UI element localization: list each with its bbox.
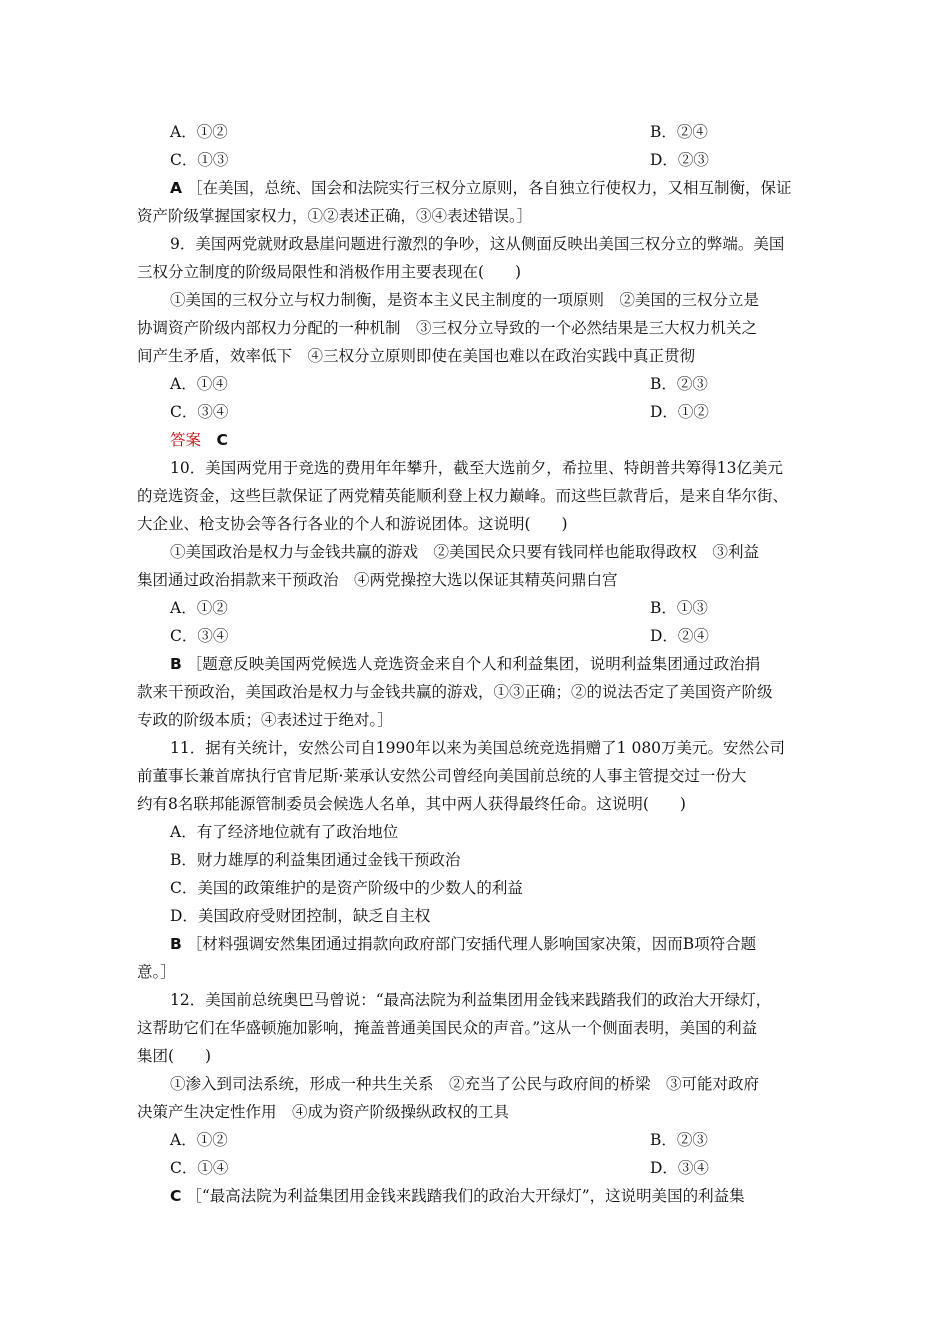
q11-option-c: C．美国的政策维护的是资产阶级中的少数人的利益 bbox=[170, 879, 523, 897]
q9-option-c: C．③④ bbox=[170, 403, 229, 421]
q9-answer-line bbox=[170, 426, 850, 454]
q12-item-line-2: 决策产生决定性作用 ④成为资产阶级操纵政权的工具 bbox=[137, 1103, 510, 1121]
q10-option-d: D．②④ bbox=[650, 627, 709, 645]
q9-answer-label: 答案 bbox=[170, 431, 202, 449]
q10-answer-text-1: ［题意反映美国两党候选人竞选资金来自个人和利益集团，说明利益集团通过政治捐 bbox=[186, 655, 761, 673]
q11-answer-key: B bbox=[170, 935, 182, 953]
q11-option-a: A．有了经济地位就有了政治地位 bbox=[170, 823, 399, 841]
q10-answer-line-2: 款来干预政治，美国政治是权力与金钱共赢的游戏，①③正确；②的说法否定了美国资产阶级 bbox=[137, 683, 773, 701]
q9-stem-line-1: 9．美国两党就财政悬崖问题进行激烈的争吵，这从侧面反映出美国三权分立的弊端。美国 bbox=[170, 235, 785, 253]
q10-option-a: A．①② bbox=[170, 599, 228, 617]
q9-option-a: A．①④ bbox=[170, 375, 228, 393]
q11-stem-line-3: 约有8名联邦能源管制委员会候选人名单，其中两人获得最终任命。这说明( ) bbox=[137, 795, 686, 813]
q12-answer-key: C bbox=[170, 1187, 182, 1205]
q10-stem-line-1: 10．美国两党用于竞选的费用年年攀升，截至大选前夕，希拉里、特朗普共筹得13亿美元 bbox=[170, 459, 783, 477]
q10-option-b: B．①③ bbox=[650, 599, 708, 617]
q10-option-c: C．③④ bbox=[170, 627, 229, 645]
q12-stem-line-2: 这帮助它们在华盛顿施加影响，掩盖普通美国民众的声音。”这从一个侧面表明，美国的利益 bbox=[137, 1019, 758, 1037]
q12-option-b: B．②③ bbox=[650, 1131, 708, 1149]
q10-item-line-2: 集团通过政治捐款来干预政治 ④两党操控大选以保证其精英问鼎白宫 bbox=[137, 571, 618, 589]
q12-item-line-1: ①渗入到司法系统，形成一种共生关系 ②充当了公民与政府间的桥梁 ③可能对政府 bbox=[170, 1075, 760, 1093]
q9-options-row-1 bbox=[170, 370, 850, 398]
q10-answer-key: B bbox=[170, 655, 182, 673]
q9-item-line-2: 协调资产阶级内部权力分配的一种机制 ③三权分立导致的一个必然结果是三大权力机关之 bbox=[137, 319, 758, 337]
q12-option-d: D．③④ bbox=[650, 1159, 709, 1177]
q8-options-row-2 bbox=[170, 146, 850, 174]
q12-option-a: A．①② bbox=[170, 1131, 228, 1149]
q9-options-row-2 bbox=[170, 398, 850, 426]
q12-options-row-1 bbox=[170, 1126, 850, 1154]
q11-answer-text-1: ［材料强调安然集团通过捐款向政府部门安插代理人影响国家决策，因而B项符合题 bbox=[186, 935, 757, 953]
q9-stem-line-2: 三权分立制度的阶级局限性和消极作用主要表现在( ) bbox=[137, 263, 522, 281]
q9-item-line-3: 间产生矛盾，效率低下 ④三权分立原则即使在美国也难以在政治实践中真正贯彻 bbox=[137, 347, 696, 365]
q11-option-b: B．财力雄厚的利益集团通过金钱干预政治 bbox=[170, 851, 461, 869]
q11-option-d: D．美国政府受财团控制，缺乏自主权 bbox=[170, 907, 431, 925]
q8-answer-line-1 bbox=[170, 174, 850, 202]
q8-option-b: B．②④ bbox=[650, 123, 708, 141]
q10-options-row-1 bbox=[170, 594, 850, 622]
q9-answer-key: C bbox=[216, 431, 228, 449]
q8-option-d: D．②③ bbox=[650, 151, 709, 169]
q12-stem-line-3: 集团( ) bbox=[137, 1047, 212, 1065]
q11-answer-line-2: 意。］ bbox=[137, 963, 176, 981]
q10-options-row-2 bbox=[170, 622, 850, 650]
q8-option-c: C．①③ bbox=[170, 151, 229, 169]
q12-stem-line-1: 12．美国前总统奥巴马曾说：“最高法院为利益集团用金钱来践踏我们的政治大开绿灯， bbox=[170, 991, 772, 1009]
q10-item-line-1: ①美国政治是权力与金钱共赢的游戏 ②美国民众只要有钱同样也能取得政权 ③利益 bbox=[170, 543, 760, 561]
q8-options-row-1 bbox=[170, 118, 850, 146]
q8-answer-key: A bbox=[170, 179, 182, 197]
q10-stem-line-3: 大企业、枪支协会等各行各业的个人和游说团体。这说明( ) bbox=[137, 515, 568, 533]
q12-option-c: C．①④ bbox=[170, 1159, 229, 1177]
q8-option-a: A．①② bbox=[170, 123, 228, 141]
q11-stem-line-1: 11．据有关统计，安然公司自1990年以来为美国总统竞选捐赠了1 080万美元。安然公司 bbox=[170, 739, 786, 757]
q10-stem-line-2: 的竞选资金，这些巨款保证了两党精英能顺利登上权力巅峰。而这些巨款背后，是来自华尔街、 bbox=[137, 487, 789, 505]
q8-answer-line-2: 资产阶级掌握国家权力，①②表述正确，③④表述错误。］ bbox=[137, 207, 533, 225]
q11-stem-line-2: 前董事长兼首席执行官肯尼斯·莱承认安然公司曾经向美国前总统的人事主管提交过一份大 bbox=[137, 767, 747, 785]
q9-item-line-1: ①美国的三权分立与权力制衡，是资本主义民主制度的一项原则 ②美国的三权分立是 bbox=[170, 291, 760, 309]
q8-answer-text-1: ［在美国，总统、国会和法院实行三权分立原则，各自独立行使权力，又相互制衡，保证 bbox=[186, 179, 792, 197]
q9-option-b: B．②③ bbox=[650, 375, 708, 393]
q11-answer-line-1 bbox=[170, 930, 850, 958]
q12-answer-text-1: ［“最高法院为利益集团用金钱来践踏我们的政治大开绿灯”，这说明美国的利益集 bbox=[186, 1187, 745, 1205]
q10-answer-line-1 bbox=[170, 650, 850, 678]
q10-answer-line-3: 专政的阶级本质；④表述过于绝对。］ bbox=[137, 711, 393, 729]
q12-options-row-2 bbox=[170, 1154, 850, 1182]
q12-answer-line-1 bbox=[170, 1182, 850, 1210]
q9-option-d: D．①② bbox=[650, 403, 709, 421]
